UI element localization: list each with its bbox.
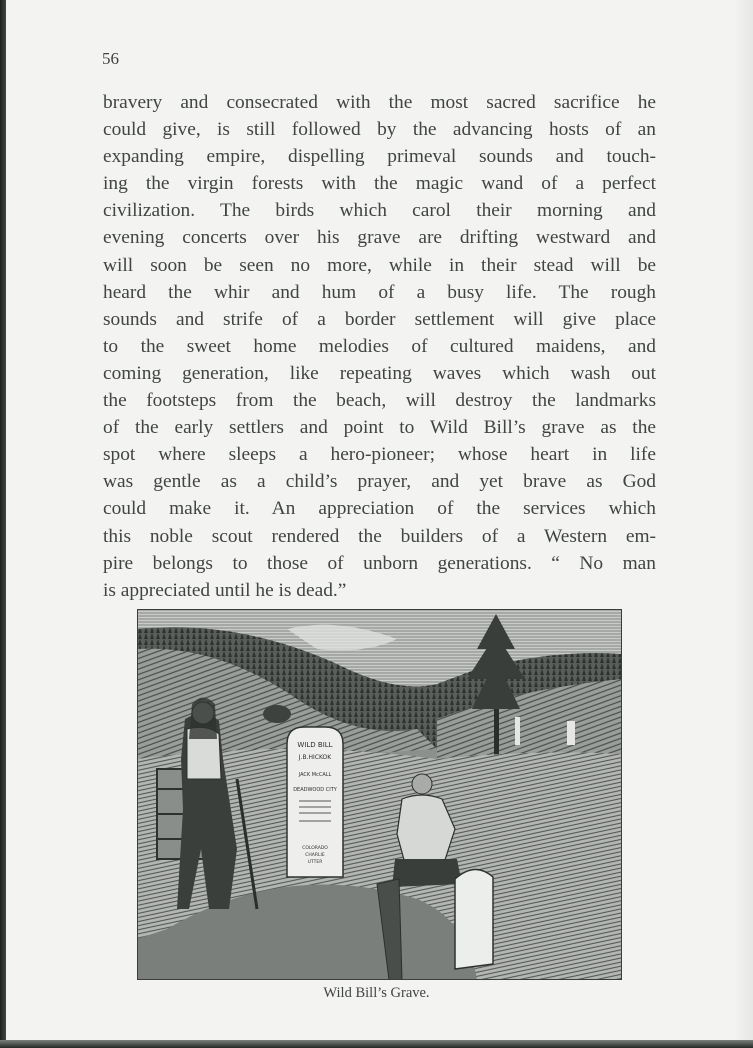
text-line: civilization. The birds which carol their morning and (103, 200, 656, 222)
svg-text:J.B.HICKOK: J.B.HICKOK (298, 754, 332, 761)
text-line: expanding empire, dispelling primeval sounds and touch- (103, 146, 656, 168)
text-line: the footsteps from the beach, will destroy the landmarks (103, 390, 656, 412)
text-line: pire belongs to those of unborn generations. “ No man (103, 552, 656, 574)
text-line: will soon be seen no more, while in their stead will be (103, 254, 656, 276)
text-line: could give, is still followed by the advancing hosts of an (103, 119, 656, 141)
text-line: ing the virgin forests with the magic wand of a perfect (103, 173, 656, 195)
svg-text:WILD BILL: WILD BILL (297, 741, 333, 749)
svg-text:DEADWOOD CITY: DEADWOOD CITY (293, 787, 337, 793)
small-headstone (455, 869, 493, 969)
page-number: 56 (102, 49, 119, 68)
text-line: is appreciated until he is dead.” (103, 579, 347, 601)
wild-bill-headstone (287, 727, 343, 877)
illustration-caption: Wild Bill’s Grave. (323, 985, 430, 1001)
text-line: evening concerts over his grave are drifting westward and (103, 227, 656, 249)
text-line: bravery and consecrated with the most sacred sacrifice he (103, 92, 656, 113)
text-line: heard the whir and hum of a busy life. The rough (103, 281, 656, 303)
wild-bill-grave-engraving (137, 609, 622, 980)
text-line: could make it. An appreciation of the services which (103, 498, 656, 520)
svg-text:CHARLIE: CHARLIE (305, 853, 325, 858)
text-line: was gentle as a child’s prayer, and yet brave as God (103, 471, 656, 493)
body-paragraph (103, 89, 656, 604)
text-line: spot where sleeps a hero-pioneer; whose heart in life (103, 444, 656, 466)
text-line: of the early settlers and point to Wild Bill’s grave as the (103, 417, 656, 439)
text-line: this noble scout rendered the builders of a Western em- (103, 525, 656, 547)
svg-text:UTTER: UTTER (307, 860, 323, 865)
text-line: sounds and strife of a border settlement will give place (103, 308, 656, 330)
text-line: to the sweet home melodies of cultured maidens, and (103, 335, 656, 357)
text-line: coming generation, like repeating waves which wash out (103, 362, 656, 384)
scan-bottom-edge (0, 1040, 753, 1048)
svg-text:COLORADO: COLORADO (302, 846, 328, 851)
svg-text:JACK McCALL: JACK McCALL (298, 772, 332, 778)
